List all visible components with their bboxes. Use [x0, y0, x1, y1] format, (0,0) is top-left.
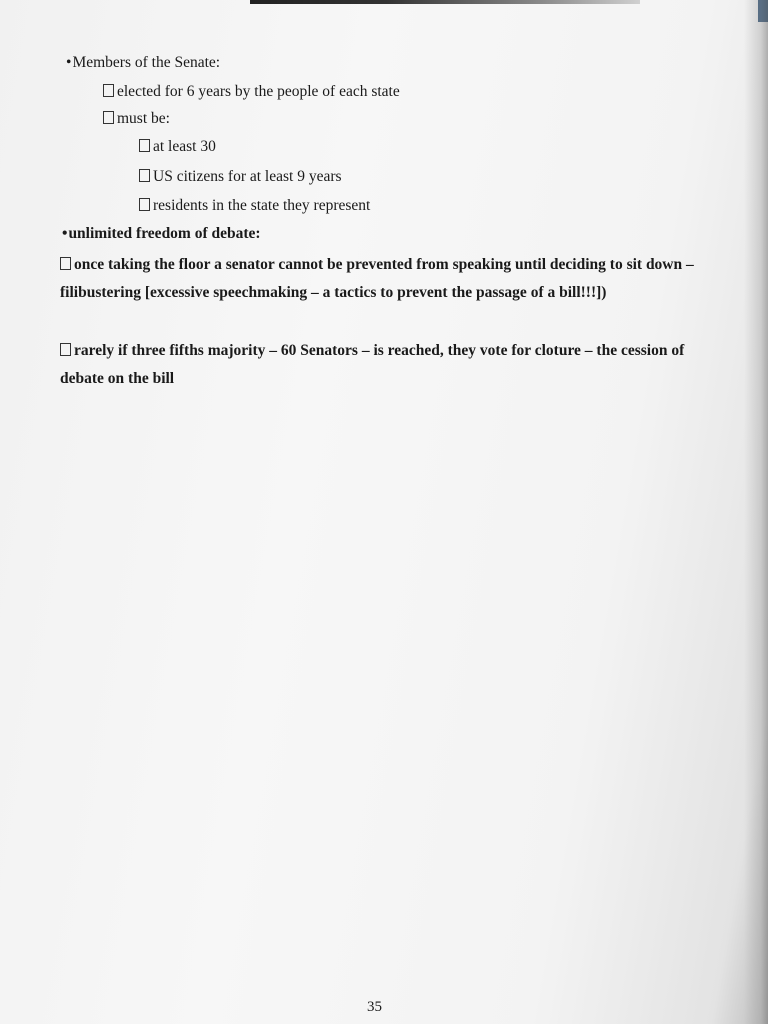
paragraph-cloture-text: rarely if three fifths majority – 60 Senators – is reached, they vote for cloture – the cession of debate on the bill: [60, 342, 685, 387]
sub-item-residents-text: residents in the state they represent: [153, 197, 371, 214]
checkbox-square-icon: [103, 111, 114, 124]
checkbox-square-icon: [103, 84, 114, 97]
sub-item-citizens-text: US citizens for at least 9 years: [153, 168, 342, 185]
bullet-icon: •: [66, 54, 72, 71]
checkbox-square-icon: [139, 198, 150, 211]
sub-item-residents: [139, 197, 370, 215]
members-heading-text: Members of the Senate:: [72, 54, 221, 71]
page-number: 35: [367, 999, 382, 1015]
bullet-icon: •: [62, 225, 68, 242]
paragraph-cloture: [60, 337, 712, 393]
debate-heading: [62, 225, 261, 243]
scan-right-shadow: [744, 0, 768, 1024]
list-item-elected: [103, 83, 400, 101]
list-item-must-be-text: must be:: [117, 110, 170, 127]
list-item-elected-text: elected for 6 years by the people of each state: [117, 83, 400, 100]
members-heading: [66, 54, 220, 72]
checkbox-square-icon: [60, 257, 71, 270]
sub-item-age-text: at least 30: [153, 138, 216, 155]
paragraph-floor-text: once taking the floor a senator cannot be prevented from speaking until deciding to sit down – filibustering [excessive speechmaking – a tactics to prevent the passage of a bill!!!]): [60, 256, 694, 301]
scan-top-edge: [250, 0, 640, 4]
paragraph-floor: [60, 251, 712, 307]
list-item-must-be: [103, 110, 170, 128]
checkbox-square-icon: [60, 343, 71, 356]
checkbox-square-icon: [139, 169, 150, 182]
sub-item-age: [139, 138, 216, 156]
checkbox-square-icon: [139, 139, 150, 152]
sub-item-citizens: [139, 168, 342, 186]
debate-heading-text: unlimited freedom of debate:: [68, 225, 261, 242]
